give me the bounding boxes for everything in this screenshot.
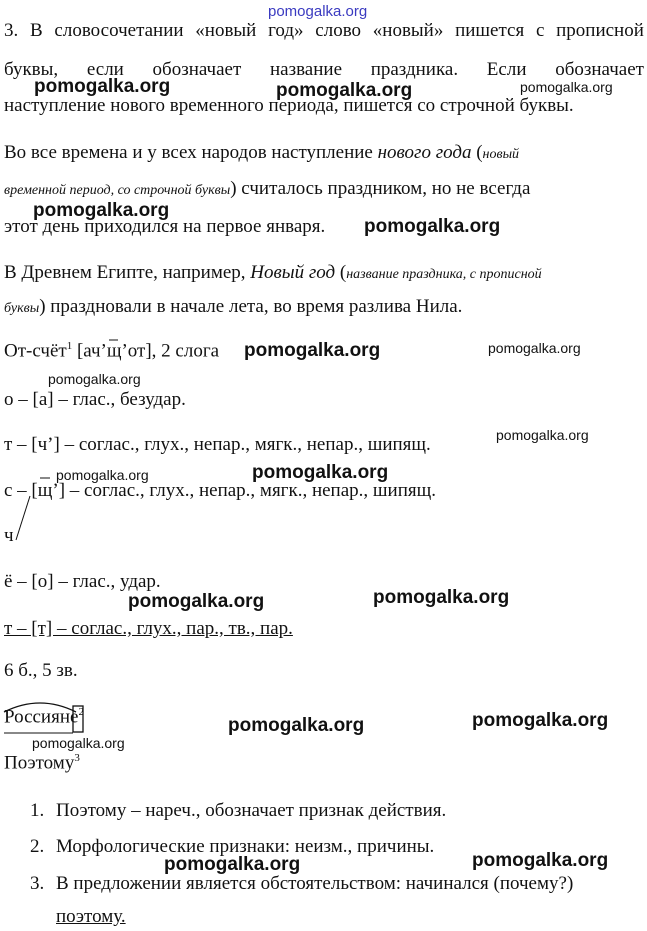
phonetic-row-5: ё – [о] – глас., удар.	[4, 571, 161, 592]
para3-line1: 3. В словосочетании «новый год» слово «новый» пишется с прописной	[4, 20, 644, 41]
morph-word-poetomu: Поэтому$^3$	[4, 752, 80, 774]
watermark: pomogalka.org	[373, 587, 510, 608]
list-item: 3. В предложении является обстоятельством: начинался (почему?)	[30, 873, 574, 894]
ending-box-icon	[73, 706, 83, 732]
watermark: pomogalka.org	[34, 76, 171, 97]
watermark: pomogalka.org	[128, 591, 265, 612]
watermark: pomogalka.org	[244, 340, 381, 361]
watermark: pomogalka.org	[488, 340, 581, 356]
phonetic-row-3: с – [щ’] – соглас., глух., непар., мягк., непар., шипящ.	[4, 480, 436, 501]
watermark: pomogalka.org	[472, 710, 609, 731]
para-alltimes-line1: Во все времена и у всех народов наступление нового года (новый	[4, 142, 520, 163]
phonetic-summary: 6 б., 5 зв.	[4, 660, 78, 681]
para3-line3: наступление нового временного периода, пишется со строчной буквы.	[4, 95, 574, 116]
watermark: pomogalka.org	[48, 371, 141, 387]
watermark: pomogalka.org	[252, 462, 389, 483]
para-egypt-line1: В Древнем Египте, например, Новый год (название праздника, с прописной	[4, 262, 542, 283]
phonetic-row-6: т – [т] – соглас., глух., пар., тв., пар.	[4, 618, 293, 639]
list-item: 1. Поэтому – нареч., обозначает признак действия.	[30, 800, 447, 821]
watermark-top: pomogalka.org	[268, 3, 368, 20]
para-alltimes-line3: этот день приходился на первое января.	[4, 216, 326, 237]
watermark: pomogalka.org	[56, 467, 149, 483]
phonetic-heading: От-счёт$^1$ [ач’щ’от], 2 слога	[4, 340, 220, 362]
morph-word-rossiyane: Россияне$^2$	[4, 706, 84, 728]
watermark: pomogalka.org	[364, 216, 501, 237]
watermark: pomogalka.org	[164, 854, 301, 875]
phonetic-row-1: о – [а] – глас., безудар.	[4, 389, 186, 410]
watermark: pomogalka.org	[472, 850, 609, 871]
watermark: pomogalka.org	[520, 79, 613, 95]
list-item: 2. Морфологические признаки: неизм., причины.	[30, 836, 435, 857]
list-item: поэтому.	[56, 906, 126, 927]
para-egypt-line2: буквы) праздновали в начале лета, во время разлива Нила.	[4, 296, 463, 317]
watermark: pomogalka.org	[33, 200, 170, 221]
para-alltimes-line2: временной период, со строчной буквы) считалось праздником, но не всегда	[4, 178, 531, 199]
watermark: pomogalka.org	[228, 715, 365, 736]
root-arc-icon	[4, 703, 76, 712]
para3-line2: буквы, если обозначает название праздника. Если обозначает	[4, 59, 644, 80]
watermark: pomogalka.org	[276, 80, 413, 101]
phonetic-row-4: ч	[4, 525, 14, 546]
phonetic-row-2: т – [ч’] – соглас., глух., непар., мягк., непар., шипящ.	[4, 434, 431, 455]
watermark: pomogalka.org	[496, 427, 589, 443]
watermark: pomogalka.org	[32, 735, 125, 751]
